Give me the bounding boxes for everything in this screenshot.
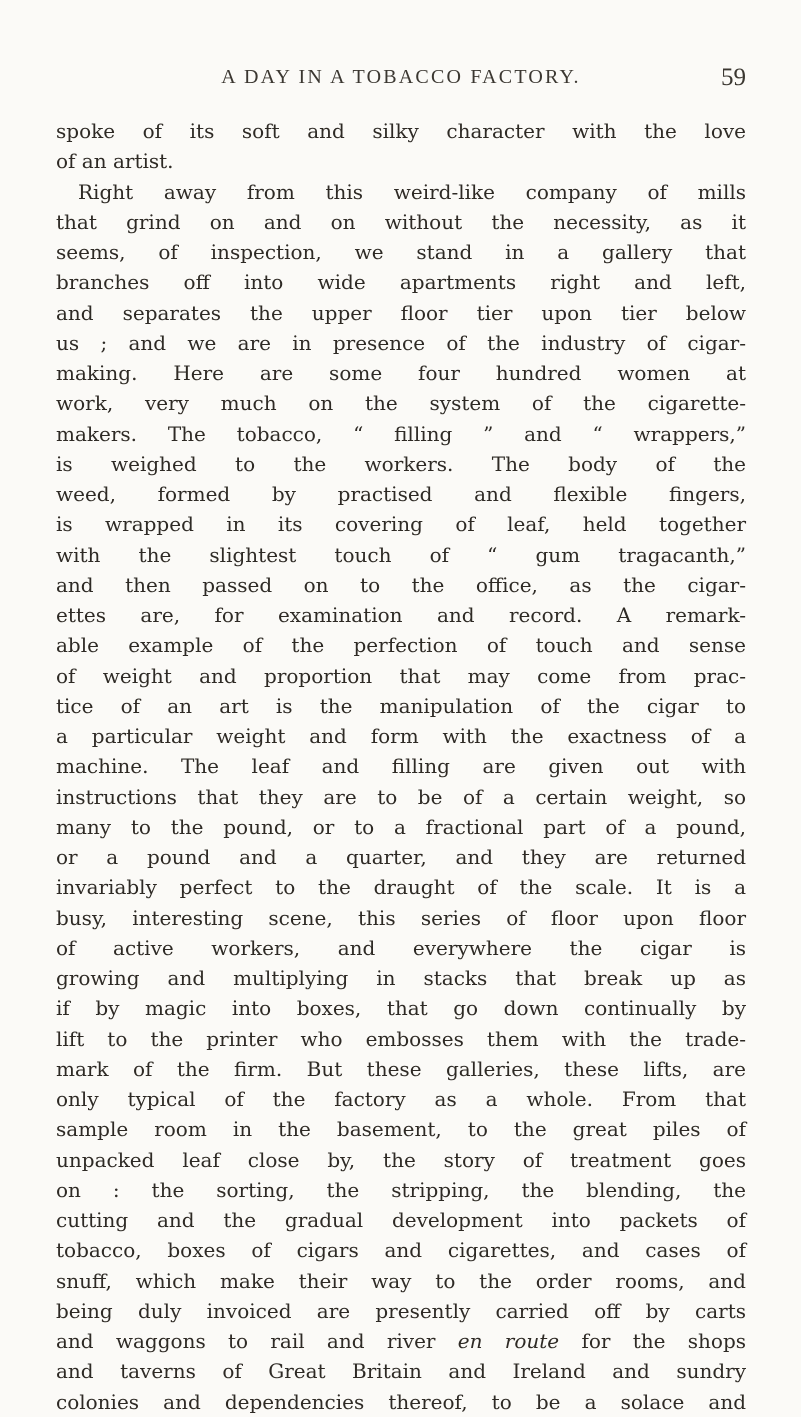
text-line: of active workers, and everywhere the cigar is: [56, 935, 746, 960]
text-line: branches off into wide apartments right and left,: [56, 270, 746, 295]
running-title: A DAY IN A TOBACCO FACTORY.: [221, 66, 581, 88]
paragraph-first-line: Right away from this weird-like company of mills: [78, 179, 746, 204]
text-line: seems, of inspection, we stand in a gallery that: [56, 240, 746, 264]
italic-phrase: en route: [457, 1329, 560, 1353]
text-line: on : the sorting, the stripping, the blending, the: [56, 1177, 746, 1202]
text-line: that grind on and on without the necessity, as it: [56, 209, 746, 234]
text-line: and taverns of Great Britain and Ireland and sundry: [56, 1359, 746, 1384]
text-line: colonies and dependencies thereof, to be a solace and: [56, 1389, 746, 1414]
text-line: invariably perfect to the draught of the scale. It is a: [56, 875, 746, 900]
text-line: sample room in the basement, to the great piles of: [56, 1117, 746, 1142]
text-line: weed, formed by practised and flexible fingers,: [56, 482, 746, 506]
page-number: 59: [721, 64, 746, 91]
text-line: spoke of its soft and silky character with the love: [56, 119, 746, 143]
text-line: growing and multiplying in stacks that break up as: [56, 966, 746, 990]
text-line: of weight and proportion that may come from prac-: [56, 663, 746, 688]
text-line: unpacked leaf close by, the story of treatment goes: [56, 1147, 746, 1172]
text-line: us ; and we are in presence of the industry of cigar-: [56, 330, 746, 355]
text-line: and separates the upper floor tier upon tier below: [56, 300, 746, 325]
text-line: and then passed on to the office, as the cigar-: [56, 572, 746, 597]
running-head: [56, 66, 746, 96]
text-line: ettes are, for examination and record. A remark-: [56, 603, 746, 627]
text-line: of an artist.: [56, 149, 174, 174]
text-line: cutting and the gradual development into packets of: [56, 1208, 746, 1232]
text-line: machine. The leaf and filling are given out with: [56, 754, 746, 779]
text-segment: and waggons to rail and river: [56, 1329, 436, 1353]
text-segment: for the shops: [581, 1329, 747, 1353]
text-line: making. Here are some four hundred women at: [56, 361, 746, 385]
text-line: makers. The tobacco, “ filling ” and “ wrappers,”: [56, 421, 746, 446]
text-line: with the slightest touch of “ gum tragacanth,”: [56, 542, 746, 567]
text-line: mark of the firm. But these galleries, these lifts, are: [56, 1056, 746, 1081]
text-line: a particular weight and form with the exactness of a: [56, 724, 746, 748]
text-line: is wrapped in its covering of leaf, held together: [56, 512, 746, 537]
text-line: snuff, which make their way to the order rooms, and: [56, 1268, 746, 1293]
text-line: able example of the perfection of touch and sense: [56, 633, 746, 658]
text-line-with-italic: [56, 1326, 746, 1356]
text-line: many to the pound, or to a fractional part of a pound,: [56, 814, 746, 839]
text-line: or a pound and a quarter, and they are returned: [56, 845, 746, 869]
text-line: tice of an art is the manipulation of the cigar to: [56, 693, 746, 718]
text-line: if by magic into boxes, that go down continually by: [56, 996, 746, 1021]
text-line: instructions that they are to be of a certain weight, so: [56, 784, 746, 809]
text-line: being duly invoiced are presently carried off by carts: [56, 1298, 746, 1323]
text-line: lift to the printer who embosses them with the trade-: [56, 1026, 746, 1051]
text-line: only typical of the factory as a whole. From that: [56, 1087, 746, 1111]
body-text: [56, 116, 746, 1417]
text-line: is weighed to the workers. The body of the: [56, 451, 746, 476]
text-line: work, very much on the system of the cigarette-: [56, 391, 746, 416]
text-line: tobacco, boxes of cigars and cigarettes, and cases of: [56, 1238, 746, 1263]
text-line: busy, interesting scene, this series of floor upon floor: [56, 905, 746, 930]
